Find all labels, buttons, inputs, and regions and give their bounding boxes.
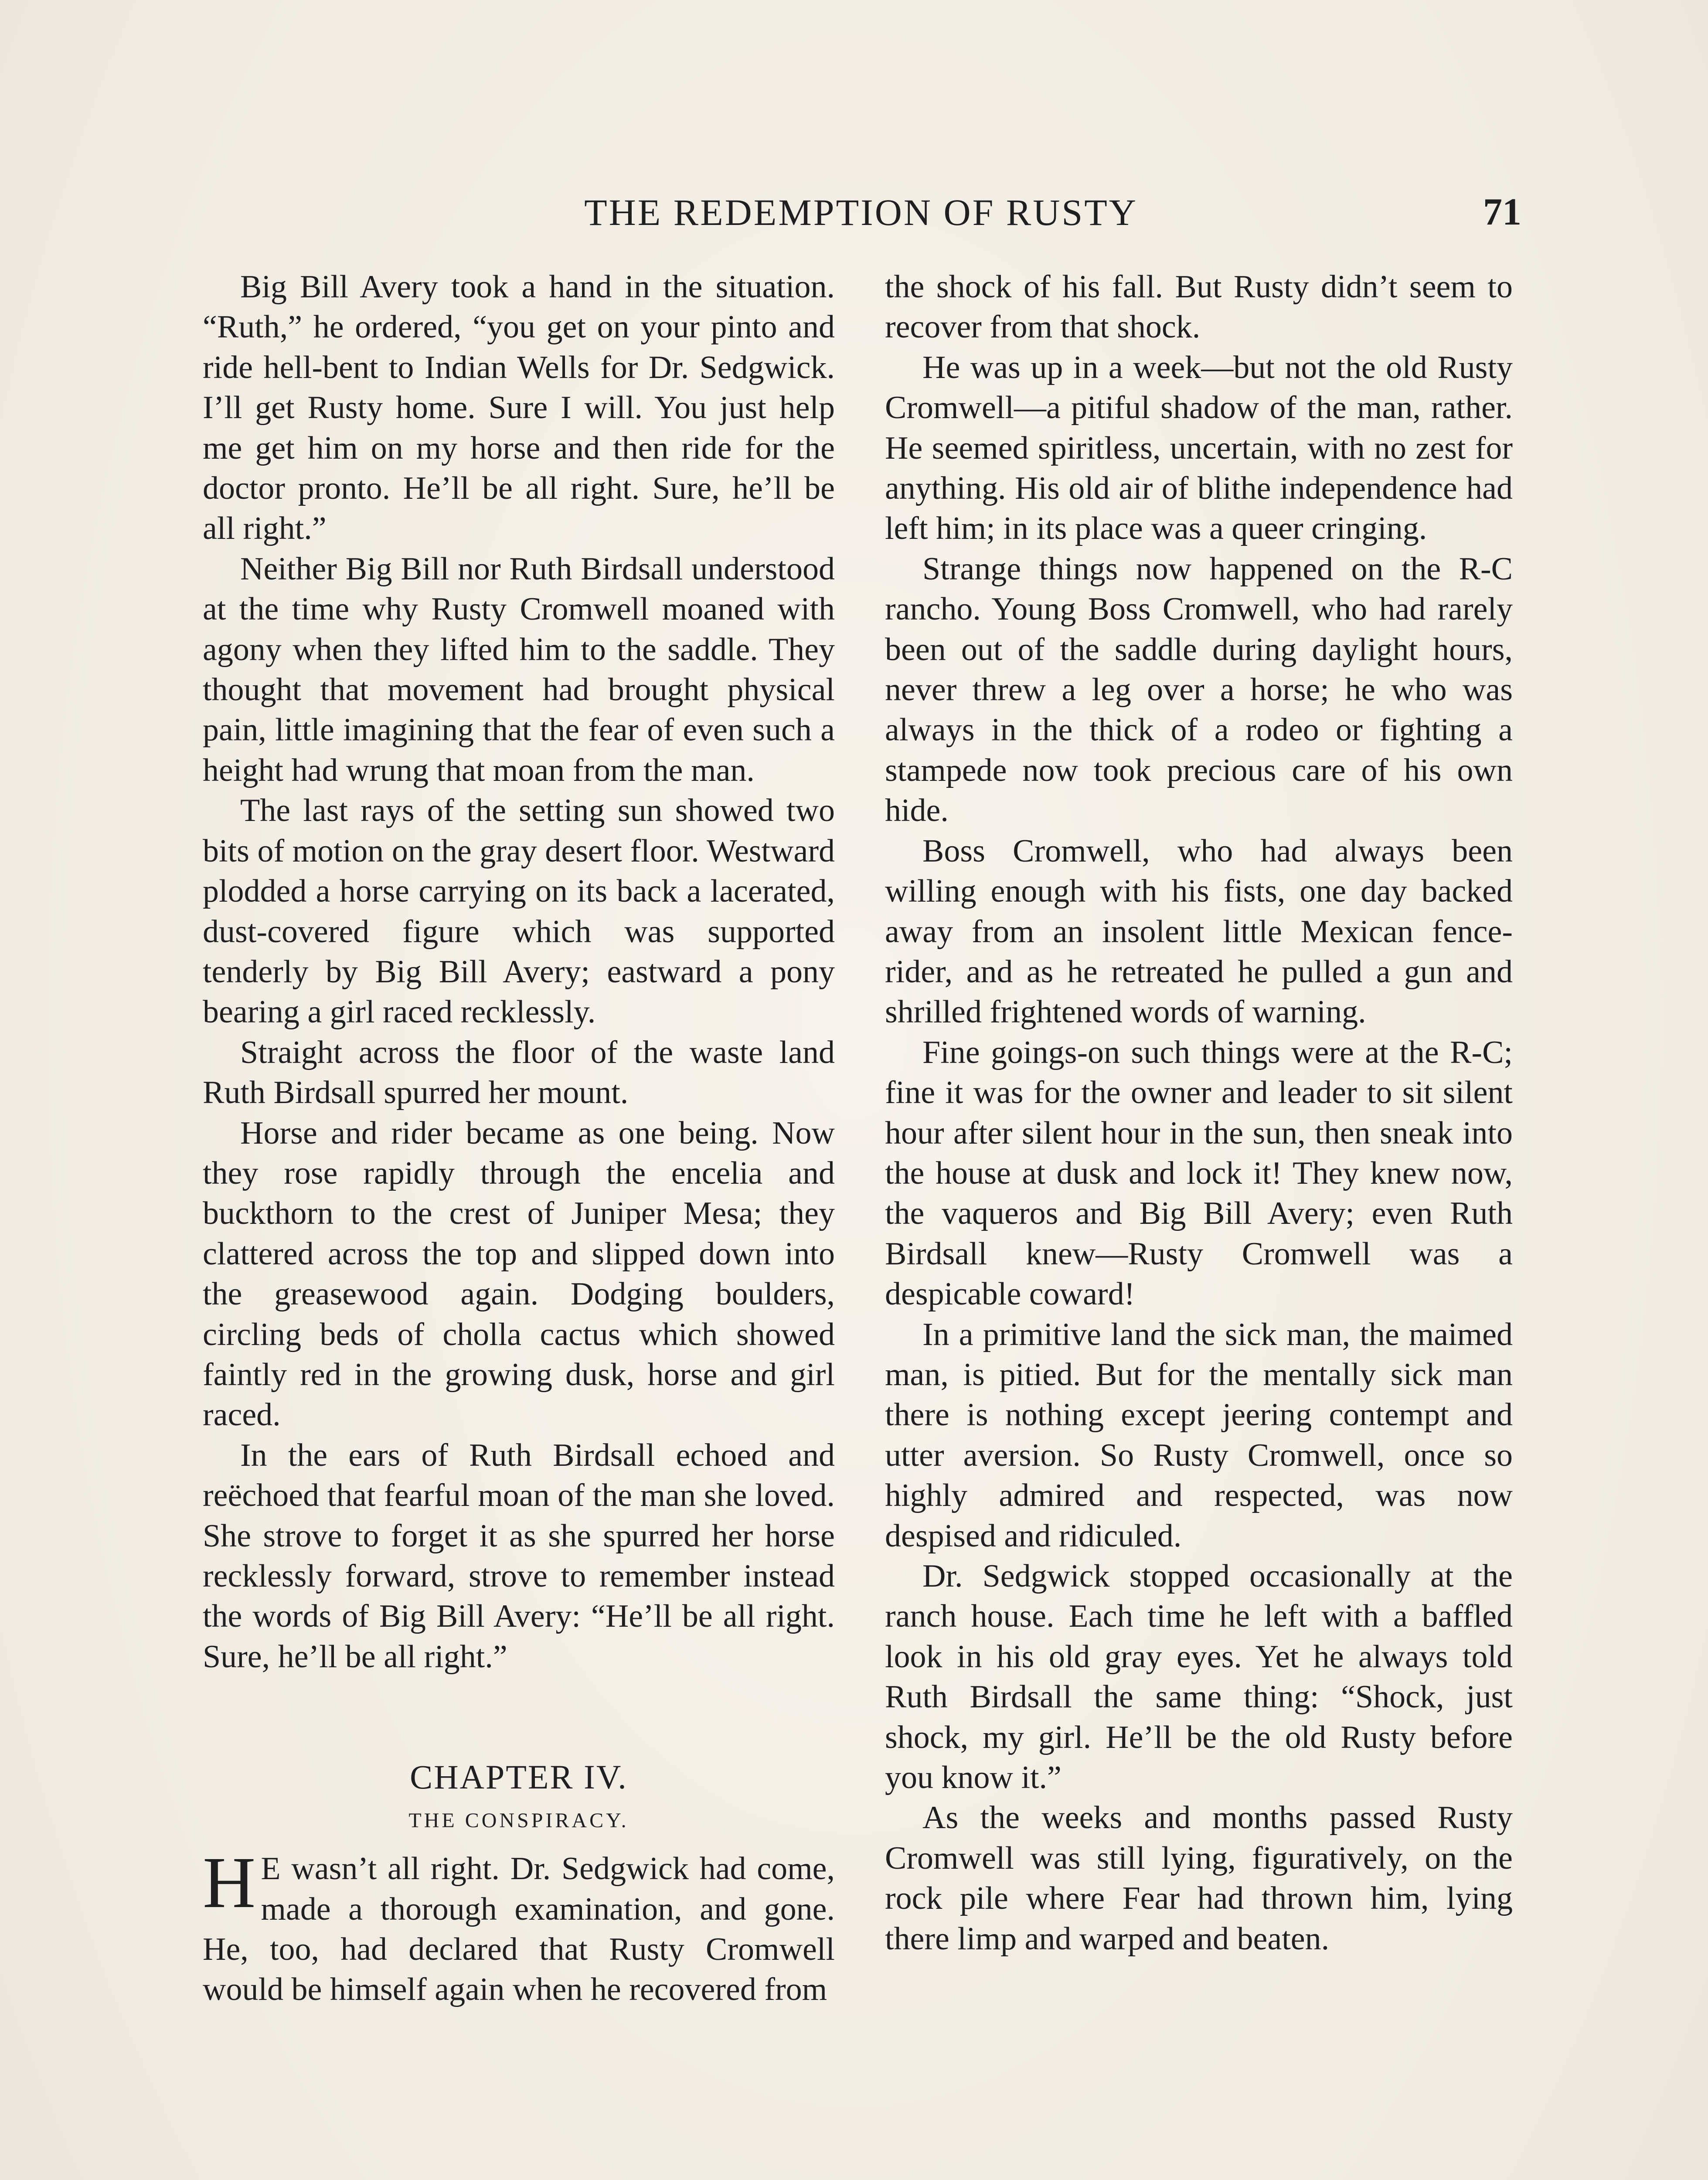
- paragraph: He was up in a week—but not the old Rusty Cromwell—a pitiful shadow of the man, rather. He seemed spiritless, uncertain, with no zest for anything. His old air of blithe independence had left him; in its place was a queer cringing.: [885, 349, 1513, 547]
- paragraph: The last rays of the setting sun showed two bits of motion on the gray desert floor. Westward plodded a horse carrying on its back a lacerated, dust-covered figure which was supported tenderly by Big Bill Avery; eastward a pony bearing a girl raced recklessly.: [203, 793, 835, 1030]
- chapter-subtitle: THE CONSPIRACY.: [408, 1809, 629, 1833]
- paragraph: Boss Cromwell, who had always been willing enough with his fists, one day backed away from an insolent little Mexican fence-rider, and as he retreated he pulled a gun and shrilled frightened words of warning.: [885, 833, 1513, 1030]
- paragraph-continuation: the shock of his fall. But Rusty didn’t seem to recover from that shock.: [885, 269, 1513, 345]
- chapter-first-paragraph: [203, 1842, 835, 2010]
- left-column: [203, 267, 835, 2010]
- page-number: 71: [1483, 191, 1521, 233]
- paragraph: As the weeks and months passed Rusty Cromwell was still lying, figuratively, on the rock pile where Fear had thrown him, lying there limp and warped and beaten.: [885, 1800, 1513, 1957]
- running-title: THE REDEMPTION OF RUSTY: [584, 191, 1138, 233]
- paragraph: In the ears of Ruth Birdsall echoed and reëchoed that fearful moan of the man she loved. She strove to forget it as she spurred her horse recklessly forward, strove to remember instead the words of Big Bill Avery: “He’ll be all right. Sure, he’ll be all right.”: [203, 1437, 835, 1675]
- paragraph: Neither Big Bill nor Ruth Birdsall understood at the time why Rusty Cromwell moaned with agony when they lifted him to the saddle. They thought that movement had brought physical pain, little imagining that the fear of even such a height had wrung that moan from the man.: [203, 551, 835, 788]
- paragraph: Straight across the floor of the waste land Ruth Birdsall spurred her mount.: [203, 1034, 835, 1111]
- chapter-heading: CHAPTER IV.: [410, 1758, 628, 1796]
- paragraph: Big Bill Avery took a hand in the situation. “Ruth,” he ordered, “you get on your pinto and ride hell-bent to Indian Wells for Dr. Sedgwick. I’ll get Rusty home. Sure I will. You just help me get him on my horse and then ride for the doctor pronto. He’ll be all right. Sure, he’ll be all right.”: [203, 269, 835, 547]
- drop-cap: H: [203, 1842, 256, 1924]
- paragraph: In a primitive land the sick man, the maimed man, is pitied. But for the mentally sick man there is nothing except jeering contempt and utter aversion. So Rusty Cromwell, once so highly admired and respected, was now despised and ridiculed.: [885, 1316, 1513, 1554]
- chapter-first-text: E wasn’t all right. Dr. Sedgwick had come, made a thorough examination, and gone. He, too, had declared that Rusty Cromwell would be himself again when he recovered from: [203, 1851, 835, 2008]
- paragraph: Horse and rider became as one being. Now they rose rapidly through the encelia and buckthorn to the crest of Juniper Mesa; they clattered across the top and slipped down into the greasewood again. Dodging boulders, circling beds of cholla cactus which showed faintly red in the growing dusk, horse and girl raced.: [203, 1115, 835, 1433]
- right-column: [885, 267, 1513, 1959]
- paragraph: Dr. Sedgwick stopped occasionally at the ranch house. Each time he left with a baffled look in his old gray eyes. Yet he always told Ruth Birdsall the same thing: “Shock, just shock, my girl. He’ll be the old Rusty before you know it.”: [885, 1558, 1513, 1796]
- paragraph: Strange things now happened on the R-C rancho. Young Boss Cromwell, who had rarely been out of the saddle during daylight hours, never threw a leg over a horse; he who was always in the thick of a rodeo or fighting a stampede now took precious care of his own hide.: [885, 551, 1513, 829]
- running-header: [201, 188, 1521, 236]
- paragraph: Fine goings-on such things were at the R-C; fine it was for the owner and leader to sit silent hour after silent hour in the sun, then sneak into the house at dusk and lock it! They knew now, the vaqueros and Big Bill Avery; even Ruth Birdsall knew—Rusty Cromwell was a despicable coward!: [885, 1034, 1513, 1312]
